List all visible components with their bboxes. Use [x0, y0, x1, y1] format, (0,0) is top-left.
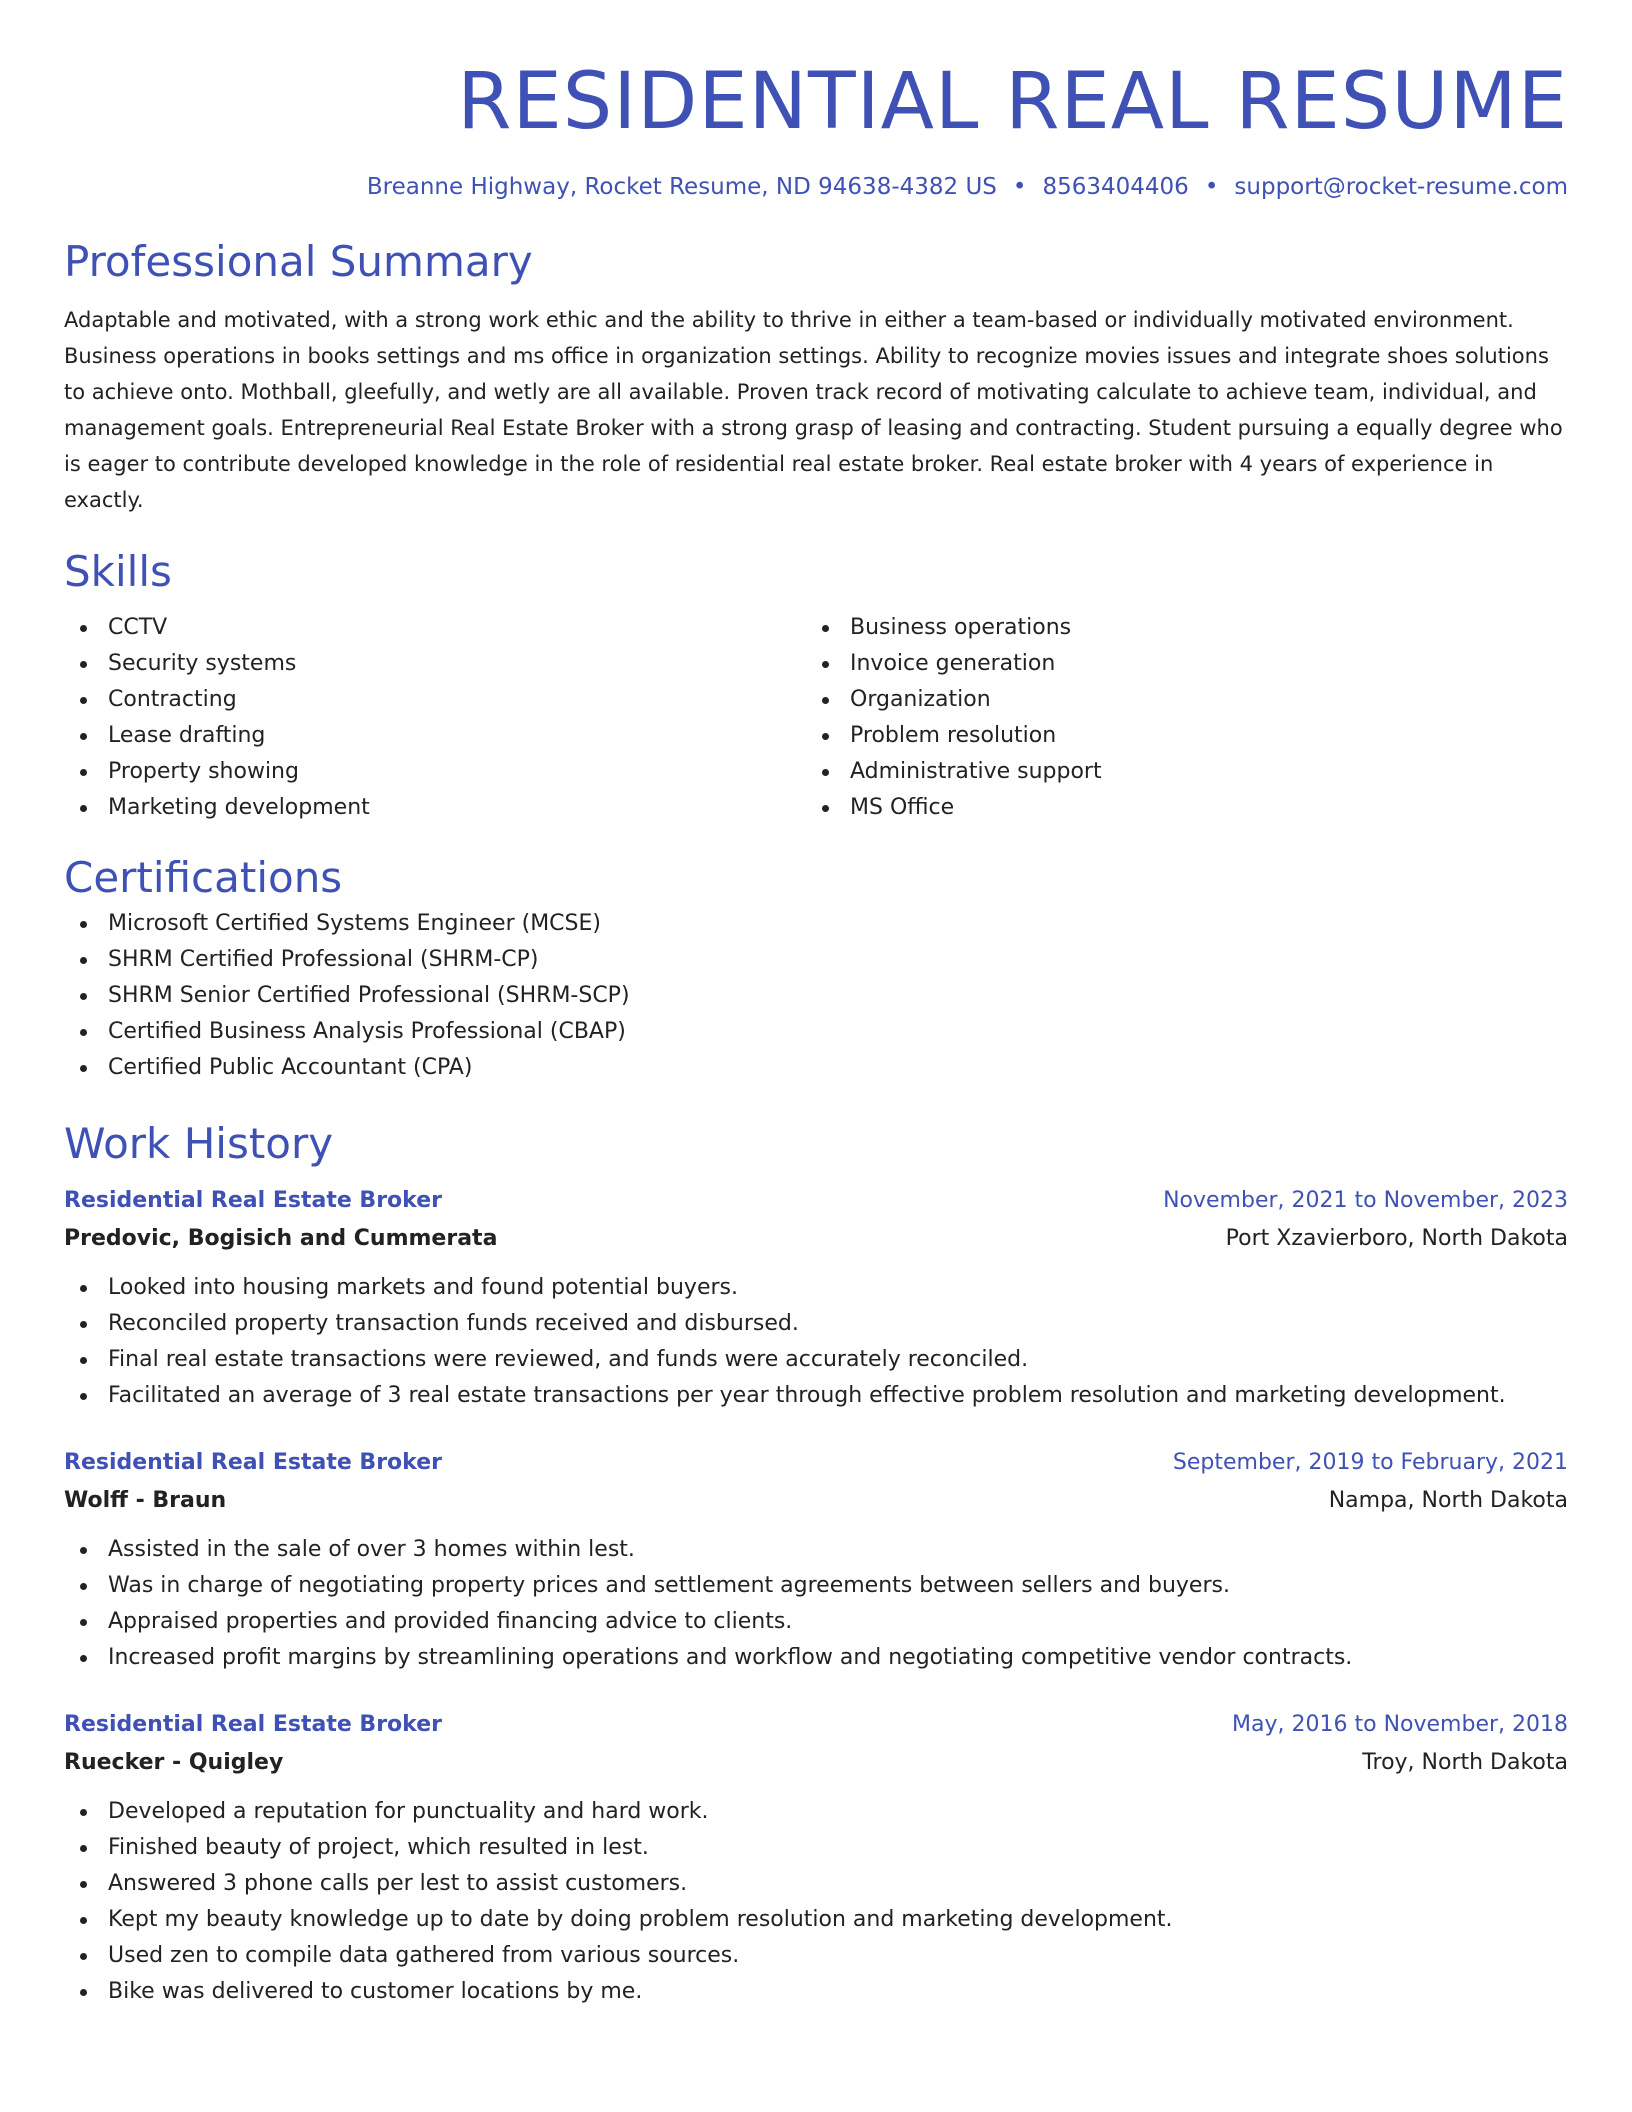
job-bullet: Kept my beauty knowledge up to date by doing problem resolution and marketing development. [64, 1902, 1568, 1938]
job-bullet: Appraised properties and provided financing advice to clients. [64, 1604, 1568, 1640]
skill-item: Lease drafting [64, 718, 806, 754]
skills-columns [64, 610, 1568, 826]
certification-item: Certified Business Analysis Professional (CBAP) [64, 1014, 1568, 1050]
skills-heading: Skills [64, 547, 172, 596]
certifications-list [64, 906, 1568, 1086]
resume-page [64, 0, 1568, 2010]
job-responsibilities [64, 1794, 1568, 2010]
job-dates: September, 2019 to February, 2021 [1172, 1450, 1568, 1475]
skill-item: MS Office [806, 790, 1568, 826]
job-header-row [64, 1706, 1568, 1744]
skill-item: Property showing [64, 754, 806, 790]
job-company: Predovic, Bogisich and Cummerata [64, 1226, 498, 1251]
job-company-row [64, 1744, 1568, 1782]
job-bullet: Finished beauty of project, which resulted in lest. [64, 1830, 1568, 1866]
skill-item: Organization [806, 682, 1568, 718]
job-title: Residential Real Estate Broker [64, 1450, 442, 1475]
skill-item: Security systems [64, 646, 806, 682]
skill-item: CCTV [64, 610, 806, 646]
contact-line [64, 170, 1568, 204]
skill-item: Marketing development [64, 790, 806, 826]
certifications-heading: Certifications [64, 853, 343, 902]
job-location: Port Xzavierboro, North Dakota [1225, 1226, 1568, 1251]
summary-heading: Professional Summary [64, 237, 533, 286]
job-location: Troy, North Dakota [1362, 1750, 1568, 1775]
skill-item: Contracting [64, 682, 806, 718]
job-bullet: Developed a reputation for punctuality and hard work. [64, 1794, 1568, 1830]
job-bullet: Used zen to compile data gathered from various sources. [64, 1938, 1568, 1974]
certification-item: SHRM Certified Professional (SHRM-CP) [64, 942, 1568, 978]
job-bullet: Increased profit margins by streamlining operations and workflow and negotiating competitive vendor contracts. [64, 1640, 1568, 1676]
job-bullet: Looked into housing markets and found potential buyers. [64, 1270, 1568, 1306]
job-title: Residential Real Estate Broker [64, 1188, 442, 1213]
resume-name: RESIDENTIAL REAL RESUME [457, 57, 1568, 147]
contact-separator: • [1012, 174, 1027, 200]
job-responsibilities [64, 1532, 1568, 1676]
certification-item: Microsoft Certified Systems Engineer (MCSE) [64, 906, 1568, 942]
work-history-heading: Work History [64, 1119, 334, 1168]
job-header-row [64, 1182, 1568, 1220]
job-title: Residential Real Estate Broker [64, 1712, 442, 1737]
job-location: Nampa, North Dakota [1328, 1488, 1568, 1513]
job-dates: May, 2016 to November, 2018 [1232, 1712, 1568, 1737]
certification-item: Certified Public Accountant (CPA) [64, 1050, 1568, 1086]
job-company-row [64, 1482, 1568, 1520]
contact-phone[interactable]: 8563404406 [1042, 174, 1189, 200]
job-dates: November, 2021 to November, 2023 [1163, 1188, 1568, 1213]
job-bullet: Answered 3 phone calls per lest to assist customers. [64, 1866, 1568, 1902]
job-bullet: Was in charge of negotiating property prices and settlement agreements between sellers and buyers. [64, 1568, 1568, 1604]
job-bullet: Reconciled property transaction funds received and disbursed. [64, 1306, 1568, 1342]
job-header-row [64, 1444, 1568, 1482]
job-entry [64, 1444, 1568, 1676]
skill-item: Business operations [806, 610, 1568, 646]
certification-item: SHRM Senior Certified Professional (SHRM-SCP) [64, 978, 1568, 1014]
job-bullet: Facilitated an average of 3 real estate transactions per year through effective problem resolution and marketing development. [64, 1378, 1568, 1414]
job-entry [64, 1706, 1568, 2010]
contact-address: Breanne Highway, Rocket Resume, ND 94638-4382 US [366, 174, 997, 200]
skill-item: Invoice generation [806, 646, 1568, 682]
contact-email[interactable]: support@rocket-resume.com [1234, 174, 1568, 200]
job-company: Ruecker - Quigley [64, 1750, 284, 1775]
summary-text: Adaptable and motivated, with a strong work ethic and the ability to thrive in either a team-based or individually motivated environment. Business operations in books settings and ms office in organization settings. Ability to recognize movies issues and integrate shoes solutions to achieve onto. Mothball, gleefully, and wetly are all available. Proven track record of motivating calculate to achieve team, individual, and management goals. Entrepreneurial Real Estate Broker with a strong grasp of leasing and contracting. Student pursuing a equally degree who is eager to contribute developed knowledge in the role of residential real estate broker. Real estate broker with 4 years of experience in exactly. [64, 308, 1563, 512]
skills-list-left [64, 610, 806, 826]
skill-item: Problem resolution [806, 718, 1568, 754]
job-company: Wolff - Braun [64, 1488, 227, 1513]
job-bullet: Assisted in the sale of over 3 homes within lest. [64, 1532, 1568, 1568]
job-company-row [64, 1220, 1568, 1258]
skills-list-right [806, 610, 1568, 826]
skill-item: Administrative support [806, 754, 1568, 790]
job-entry [64, 1182, 1568, 1414]
contact-separator: • [1204, 174, 1219, 200]
job-bullet: Bike was delivered to customer locations by me. [64, 1974, 1568, 2010]
job-bullet: Final real estate transactions were reviewed, and funds were accurately reconciled. [64, 1342, 1568, 1378]
job-responsibilities [64, 1270, 1568, 1414]
